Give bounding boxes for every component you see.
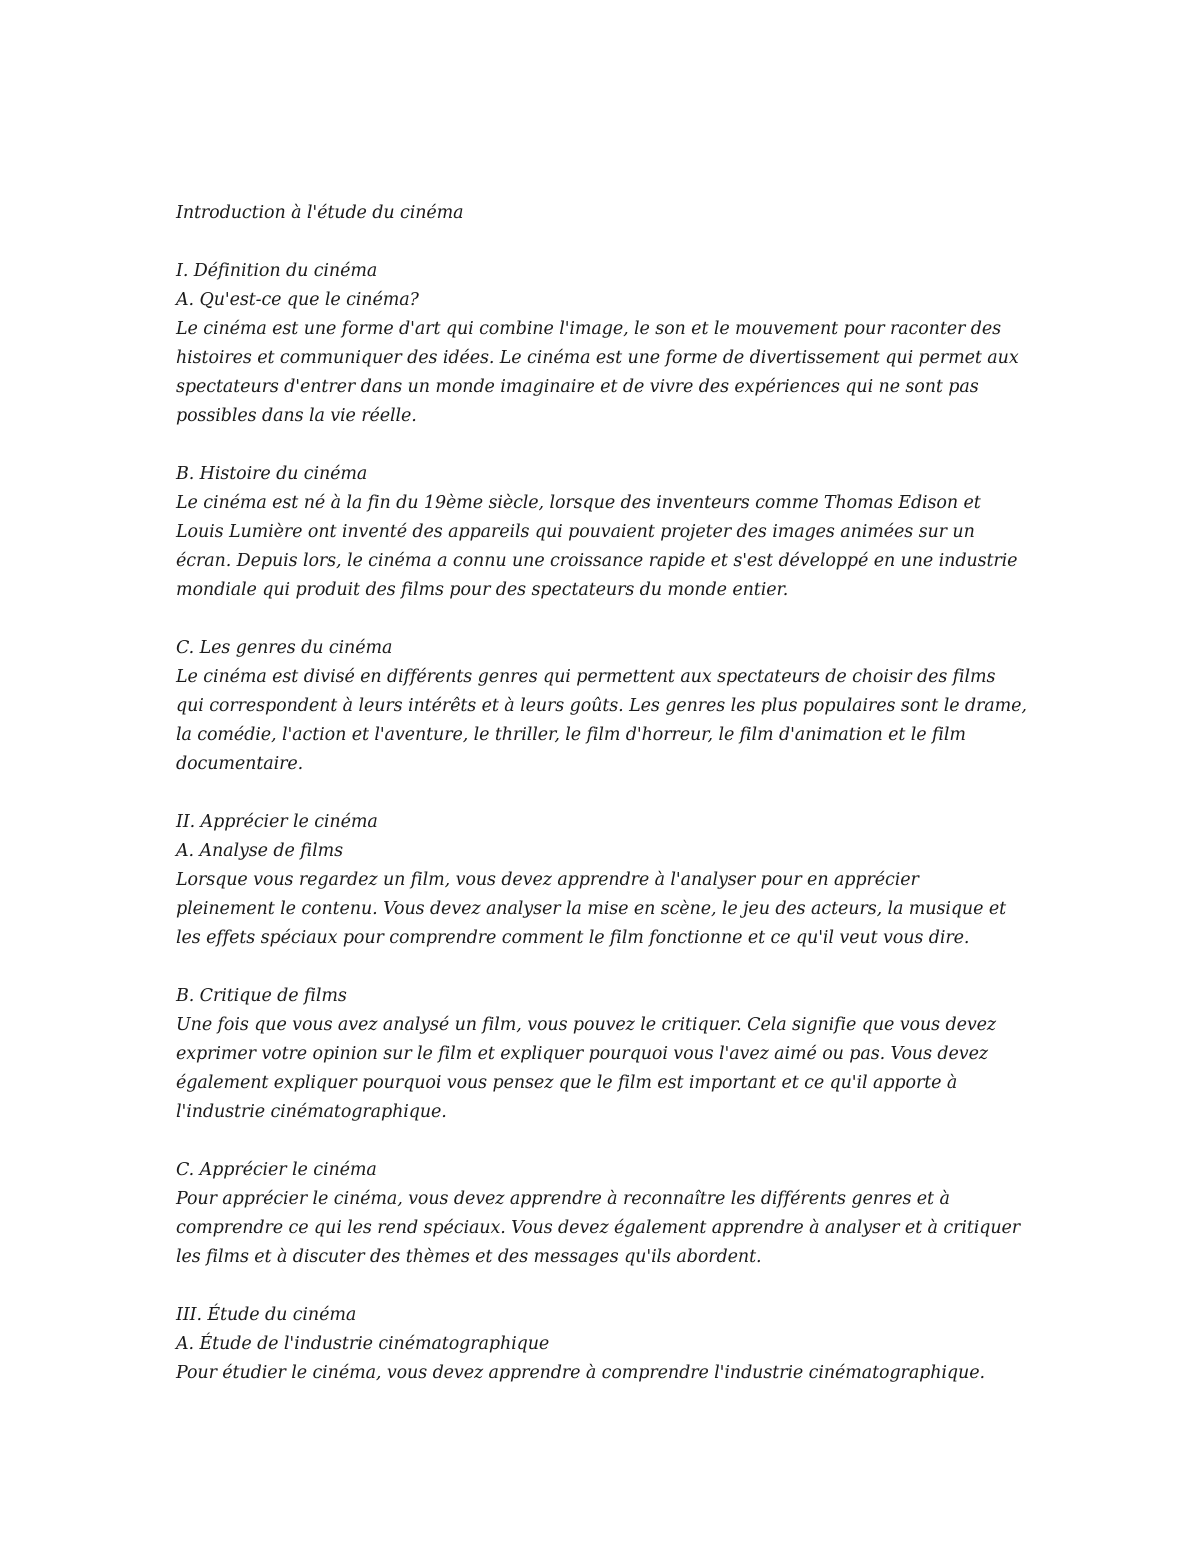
paragraph-line: Une fois que vous avez analysé un film, vous pouvez le critiquer. Cela signifie que vous devez bbox=[176, 1015, 997, 1035]
section-definition bbox=[176, 257, 1036, 431]
paragraph-line: Pour étudier le cinéma, vous devez apprendre à comprendre l'industrie cinématographique. bbox=[176, 1363, 985, 1383]
paragraph-line: la comédie, l'action et l'aventure, le thriller, le film d'horreur, le film d'animation et le film bbox=[176, 725, 966, 745]
section-heading: II. Apprécier le cinéma bbox=[176, 812, 378, 832]
paragraph-line: spectateurs d'entrer dans un monde imaginaire et de vivre des expériences qui ne sont pas bbox=[176, 377, 979, 397]
section-history bbox=[176, 460, 1036, 605]
section-appreciate-cinema bbox=[176, 1156, 1036, 1272]
paragraph-line: possibles dans la vie réelle. bbox=[176, 406, 417, 426]
paragraph-line: Pour apprécier le cinéma, vous devez apprendre à reconnaître les différents genres et à bbox=[176, 1189, 950, 1209]
subsection-heading: B. Critique de films bbox=[176, 986, 347, 1006]
paragraph-line: Lorsque vous regardez un film, vous devez apprendre à l'analyser pour en apprécier bbox=[176, 870, 919, 890]
paragraph-gap bbox=[176, 779, 1036, 808]
paragraph-gap bbox=[176, 1127, 1036, 1156]
paragraph-line: également expliquer pourquoi vous pensez que le film est important et ce qu'il apporte à bbox=[176, 1073, 958, 1093]
paragraph-line: Le cinéma est né à la fin du 19ème siècle, lorsque des inventeurs comme Thomas Edison et bbox=[176, 493, 981, 513]
subsection-heading: C. Apprécier le cinéma bbox=[176, 1160, 377, 1180]
paragraph-line: Le cinéma est divisé en différents genres qui permettent aux spectateurs de choisir des films bbox=[176, 667, 996, 687]
paragraph-line: les films et à discuter des thèmes et des messages qu'ils abordent. bbox=[176, 1247, 762, 1267]
section-heading: III. Étude du cinéma bbox=[176, 1305, 357, 1325]
subsection-heading: B. Histoire du cinéma bbox=[176, 464, 368, 484]
section-appreciate bbox=[176, 808, 1036, 953]
paragraph-line: l'industrie cinématographique. bbox=[176, 1102, 447, 1122]
paragraph-line: exprimer votre opinion sur le film et expliquer pourquoi vous l'avez aimé ou pas. Vous devez bbox=[176, 1044, 988, 1064]
paragraph-line: comprendre ce qui les rend spéciaux. Vous devez également apprendre à analyser et à critiquer bbox=[176, 1218, 1021, 1238]
paragraph-gap bbox=[176, 605, 1036, 634]
paragraph-gap bbox=[176, 431, 1036, 460]
paragraph-line: les effets spéciaux pour comprendre comment le film fonctionne et ce qu'il veut vous dire. bbox=[176, 928, 970, 948]
paragraph-line: écran. Depuis lors, le cinéma a connu une croissance rapide et s'est développé en une industrie bbox=[176, 551, 1018, 571]
subsection-heading: A. Qu'est-ce que le cinéma? bbox=[176, 290, 419, 310]
section-genres bbox=[176, 634, 1036, 779]
paragraph-line: mondiale qui produit des films pour des spectateurs du monde entier. bbox=[176, 580, 789, 600]
paragraph-gap bbox=[176, 228, 1036, 257]
document-body bbox=[176, 199, 1036, 1388]
paragraph-line: documentaire. bbox=[176, 754, 304, 774]
paragraph-line: qui correspondent à leurs intérêts et à leurs goûts. Les genres les plus populaires sont le drame, bbox=[176, 696, 1027, 716]
subsection-heading: A. Analyse de films bbox=[176, 841, 343, 861]
paragraph-line: pleinement le contenu. Vous devez analyser la mise en scène, le jeu des acteurs, la musique et bbox=[176, 899, 1007, 919]
paragraph-line: Le cinéma est une forme d'art qui combine l'image, le son et le mouvement pour raconter des bbox=[176, 319, 1002, 339]
paragraph-gap bbox=[176, 953, 1036, 982]
paragraph-gap bbox=[176, 1272, 1036, 1301]
paragraph-line: histoires et communiquer des idées. Le cinéma est une forme de divertissement qui permet aux bbox=[176, 348, 1019, 368]
subsection-heading: A. Étude de l'industrie cinématographique bbox=[176, 1334, 550, 1354]
section-critique bbox=[176, 982, 1036, 1127]
paragraph-line: Louis Lumière ont inventé des appareils qui pouvaient projeter des images animées sur un bbox=[176, 522, 975, 542]
subsection-heading: C. Les genres du cinéma bbox=[176, 638, 393, 658]
document-title: Introduction à l'étude du cinéma bbox=[176, 203, 464, 223]
section-heading: I. Définition du cinéma bbox=[176, 261, 378, 281]
section-study bbox=[176, 1301, 1036, 1388]
